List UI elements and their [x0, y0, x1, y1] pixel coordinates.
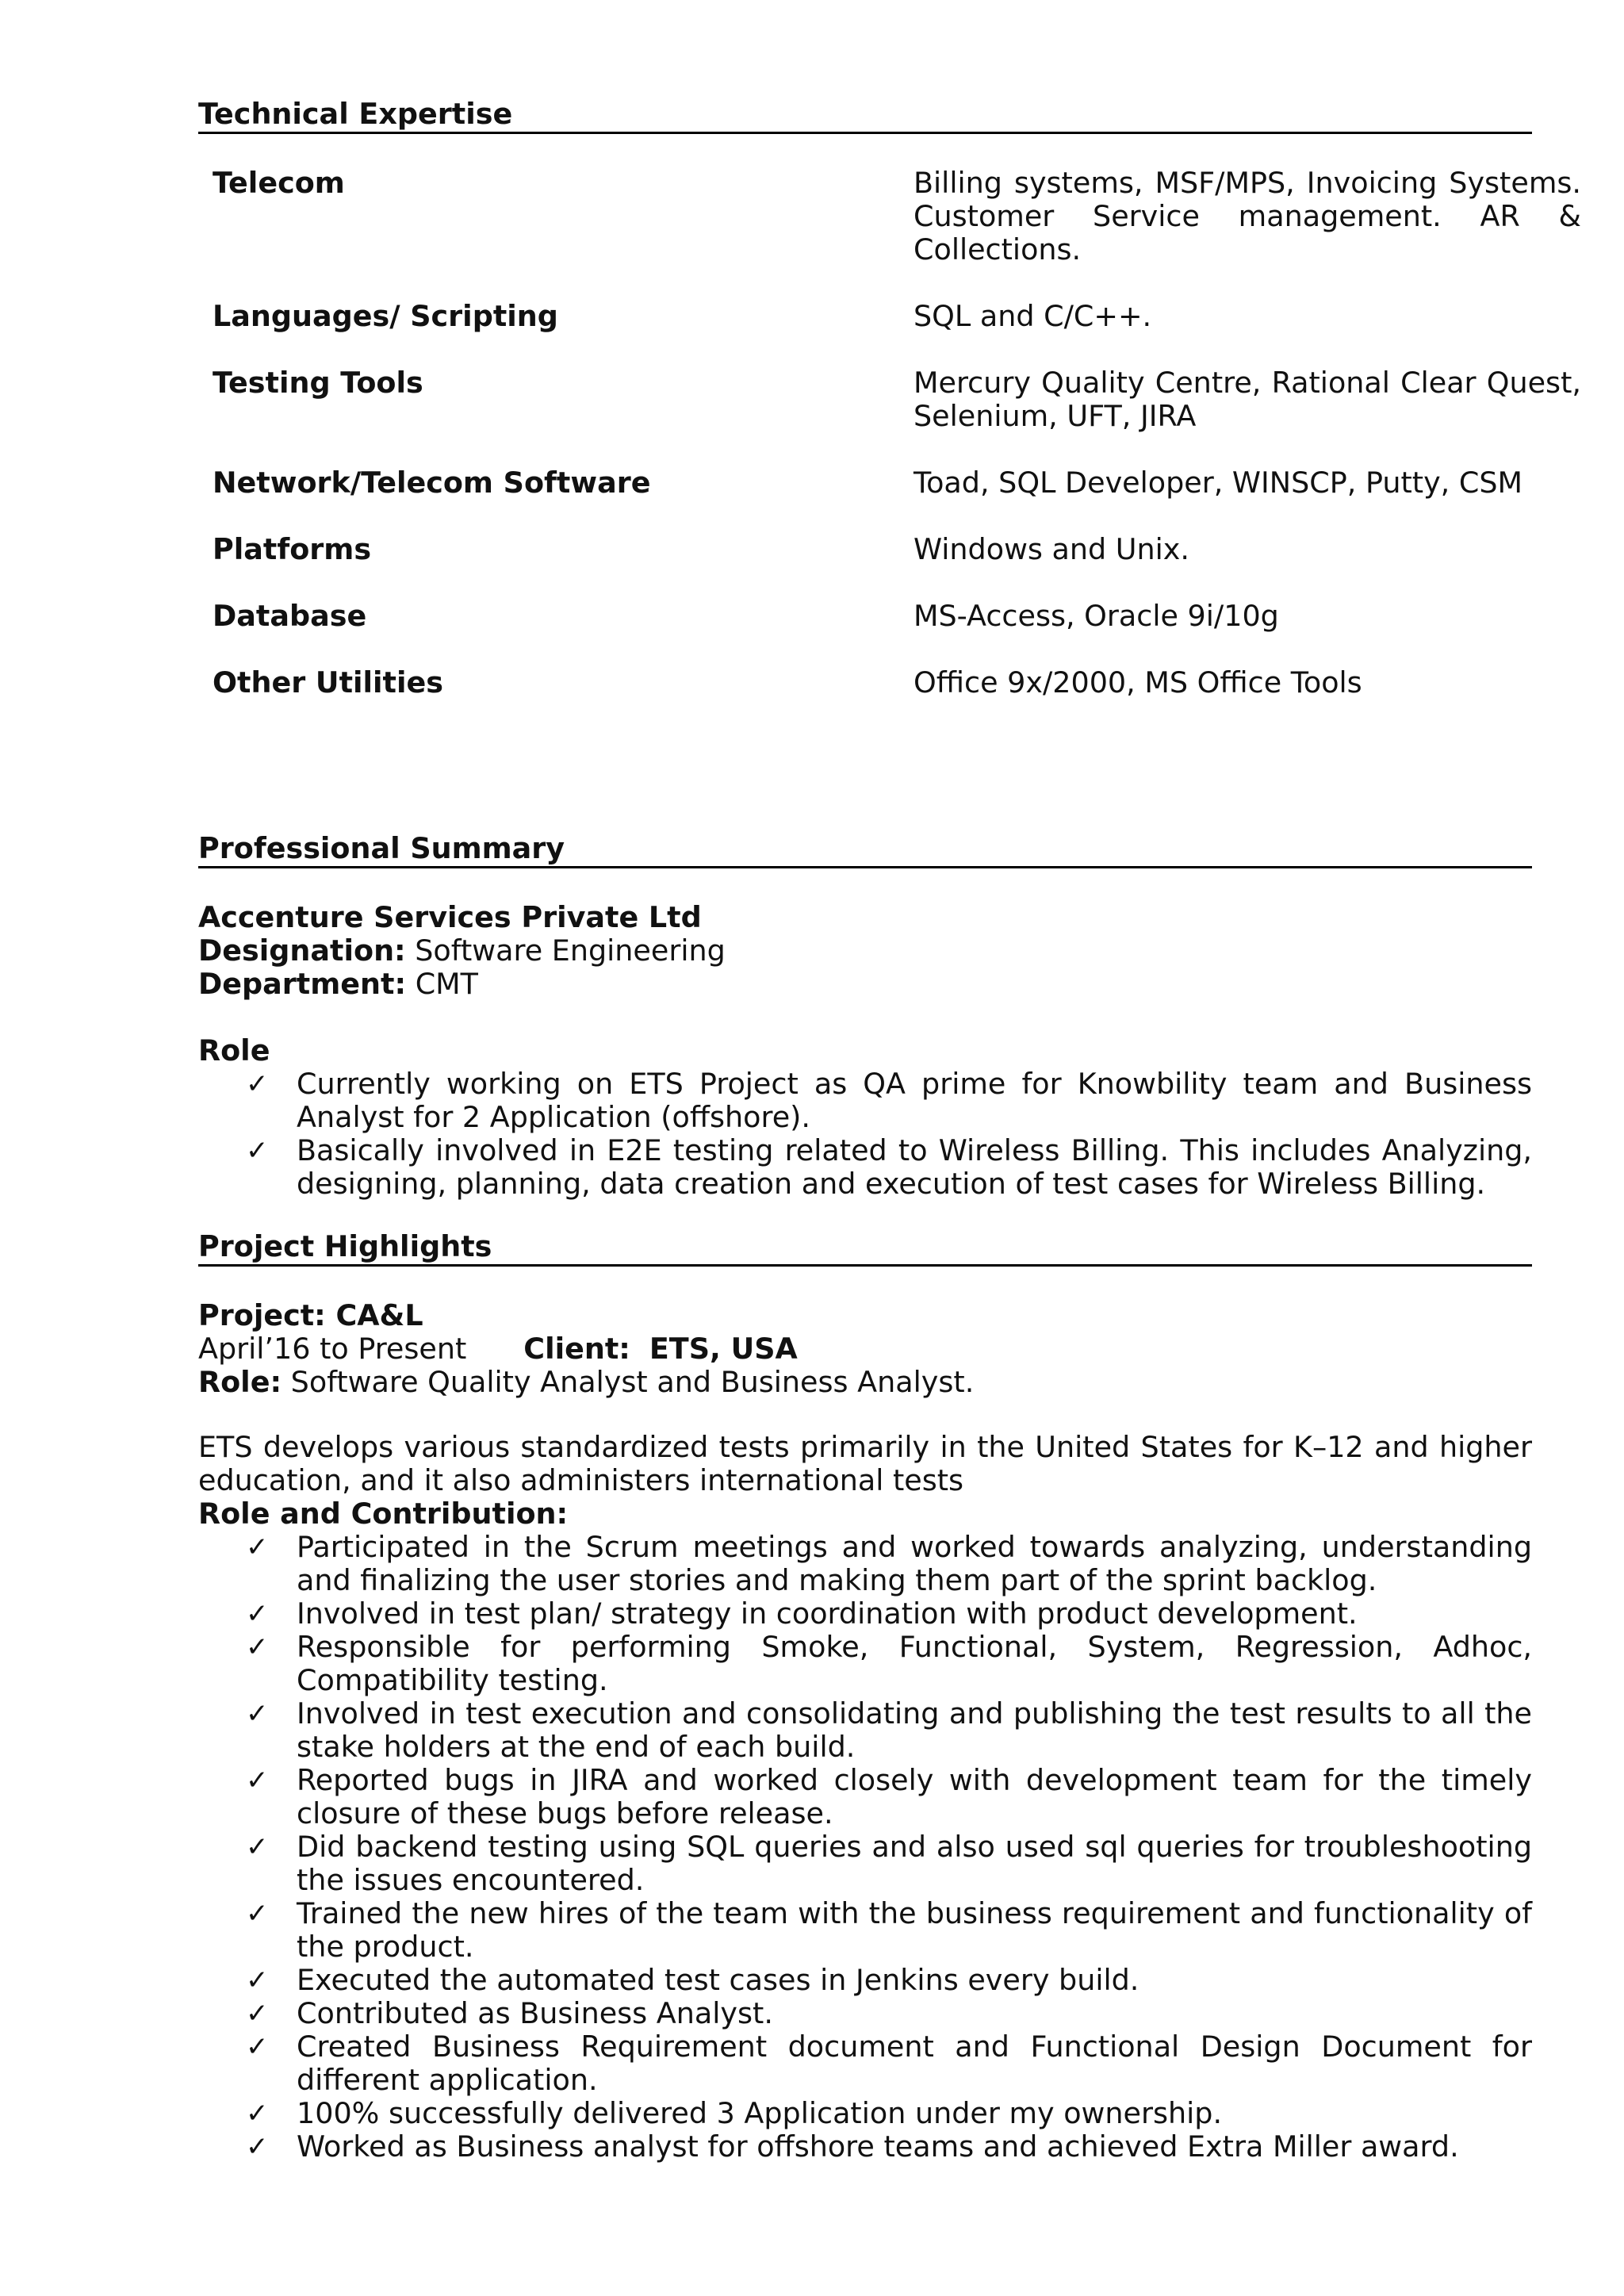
contribution-list — [198, 1531, 1532, 2164]
list-item: ✓ Involved in test plan/ strategy in coordination with product development. — [246, 1596, 1358, 1631]
list-item: ✓ Basically involved in E2E testing related to Wireless Billing. This includes Analyzing, designing, planning, data creation and execution of test cases for Wireless Billing. — [246, 1133, 1532, 1201]
list-item: ✓ Executed the automated test cases in Jenkins every build. — [246, 1963, 1139, 1997]
check-mark-icon: ✓ — [246, 2131, 269, 2163]
check-mark-icon: ✓ — [246, 1998, 269, 2030]
list-item: ✓ Currently working on ETS Project as QA prime for Knowbility team and Business Analyst for 2 Application (offshore). — [246, 1067, 1532, 1134]
check-mark-icon: ✓ — [246, 2031, 269, 2063]
project-title: Project: CA&L — [198, 1298, 423, 1332]
check-mark-icon: ✓ — [246, 1765, 269, 1796]
list-item: ✓ Trained the new hires of the team with the business requirement and functionality of the product. — [246, 1896, 1532, 1964]
list-item: ✓ Contributed as Business Analyst. — [246, 1996, 773, 2030]
list-item: ✓ Worked as Business analyst for offshore teams and achieved Extra Miller award. — [246, 2129, 1459, 2164]
company-name: Accenture Services Private Ltd — [198, 900, 702, 934]
project-role-label: Role: — [198, 1365, 282, 1399]
check-mark-icon: ✓ — [246, 1068, 269, 1100]
list-item: ✓ Reported bugs in JIRA and worked closely with development team for the timely closure of these bugs before release. — [246, 1763, 1532, 1830]
project-role-value: Software Quality Analyst and Business Analyst. — [290, 1365, 975, 1399]
list-item: ✓ Did backend testing using SQL queries and also used sql queries for troubleshooting the issues encountered. — [246, 1830, 1532, 1897]
check-mark-icon: ✓ — [246, 1598, 269, 1630]
check-mark-icon: ✓ — [246, 1964, 269, 1996]
project-description: ETS develops various standardized tests primarily in the United States for K–12 and higher education, and it also administers international tests — [198, 1430, 1532, 1497]
expertise-value: MS-Access, Oracle 9i/10g — [914, 599, 1279, 633]
client-label: Client: — [523, 1332, 630, 1366]
expertise-label: Other Utilities — [213, 665, 443, 700]
expertise-value: Windows and Unix. — [914, 532, 1189, 566]
designation-label: Designation: — [198, 933, 406, 968]
expertise-value: Billing systems, MSF/MPS, Invoicing Systems. Customer Service management. AR & Collections. — [914, 166, 1581, 266]
expertise-label: Testing Tools — [213, 366, 423, 400]
client-value: ETS, USA — [649, 1332, 798, 1366]
check-mark-icon: ✓ — [246, 1631, 269, 1663]
technical-expertise-heading: Technical Expertise — [198, 98, 1532, 134]
expertise-label: Platforms — [213, 532, 372, 566]
list-item: ✓ Involved in test execution and consolidating and publishing the test results to all the stake holders at the end of each build. — [246, 1696, 1532, 1764]
professional-summary-heading: Professional Summary — [198, 833, 1532, 868]
list-item: ✓ Participated in the Scrum meetings and worked towards analyzing, understanding and finalizing the user stories and making them part of the sprint backlog. — [246, 1530, 1532, 1597]
role-list — [198, 1068, 1532, 1201]
check-mark-icon: ✓ — [246, 1831, 269, 1863]
expertise-value: Office 9x/2000, MS Office Tools — [914, 665, 1362, 700]
department-value: CMT — [415, 967, 478, 1001]
check-mark-icon: ✓ — [246, 1531, 269, 1563]
expertise-label: Telecom — [213, 166, 345, 200]
project-block — [198, 1299, 1532, 1399]
project-period-line — [198, 1332, 1532, 1366]
role-block — [198, 1034, 1532, 1201]
contribution-block — [198, 1497, 1532, 2164]
check-mark-icon: ✓ — [246, 2098, 269, 2129]
check-mark-icon: ✓ — [246, 1698, 269, 1730]
check-mark-icon: ✓ — [246, 1135, 269, 1167]
project-role-line — [198, 1366, 1532, 1399]
expertise-label: Languages/ Scripting — [213, 299, 558, 333]
department-line — [198, 968, 1532, 1001]
employment-block — [198, 901, 1532, 1001]
contribution-heading: Role and Contribution: — [198, 1497, 569, 1531]
role-heading: Role — [198, 1033, 270, 1068]
expertise-value: Toad, SQL Developer, WINSCP, Putty, CSM — [914, 466, 1523, 500]
list-item: ✓ 100% successfully delivered 3 Application under my ownership. — [246, 2096, 1223, 2130]
designation-value: Software Engineering — [415, 933, 726, 968]
expertise-label: Database — [213, 599, 367, 633]
list-item: ✓ Responsible for performing Smoke, Functional, System, Regression, Adhoc, Compatibility testing. — [246, 1630, 1532, 1697]
check-mark-icon: ✓ — [246, 1898, 269, 1930]
expertise-label: Network/Telecom Software — [213, 466, 651, 500]
expertise-value: SQL and C/C++. — [914, 299, 1152, 333]
project-period: April’16 to Present — [198, 1332, 467, 1366]
project-highlights-heading: Project Highlights — [198, 1231, 1532, 1267]
designation-line — [198, 934, 1532, 968]
department-label: Department: — [198, 967, 407, 1001]
expertise-value: Mercury Quality Centre, Rational Clear Quest, Selenium, UFT, JIRA — [914, 366, 1581, 433]
list-item: ✓ Created Business Requirement document and Functional Design Document for different application. — [246, 2030, 1532, 2097]
